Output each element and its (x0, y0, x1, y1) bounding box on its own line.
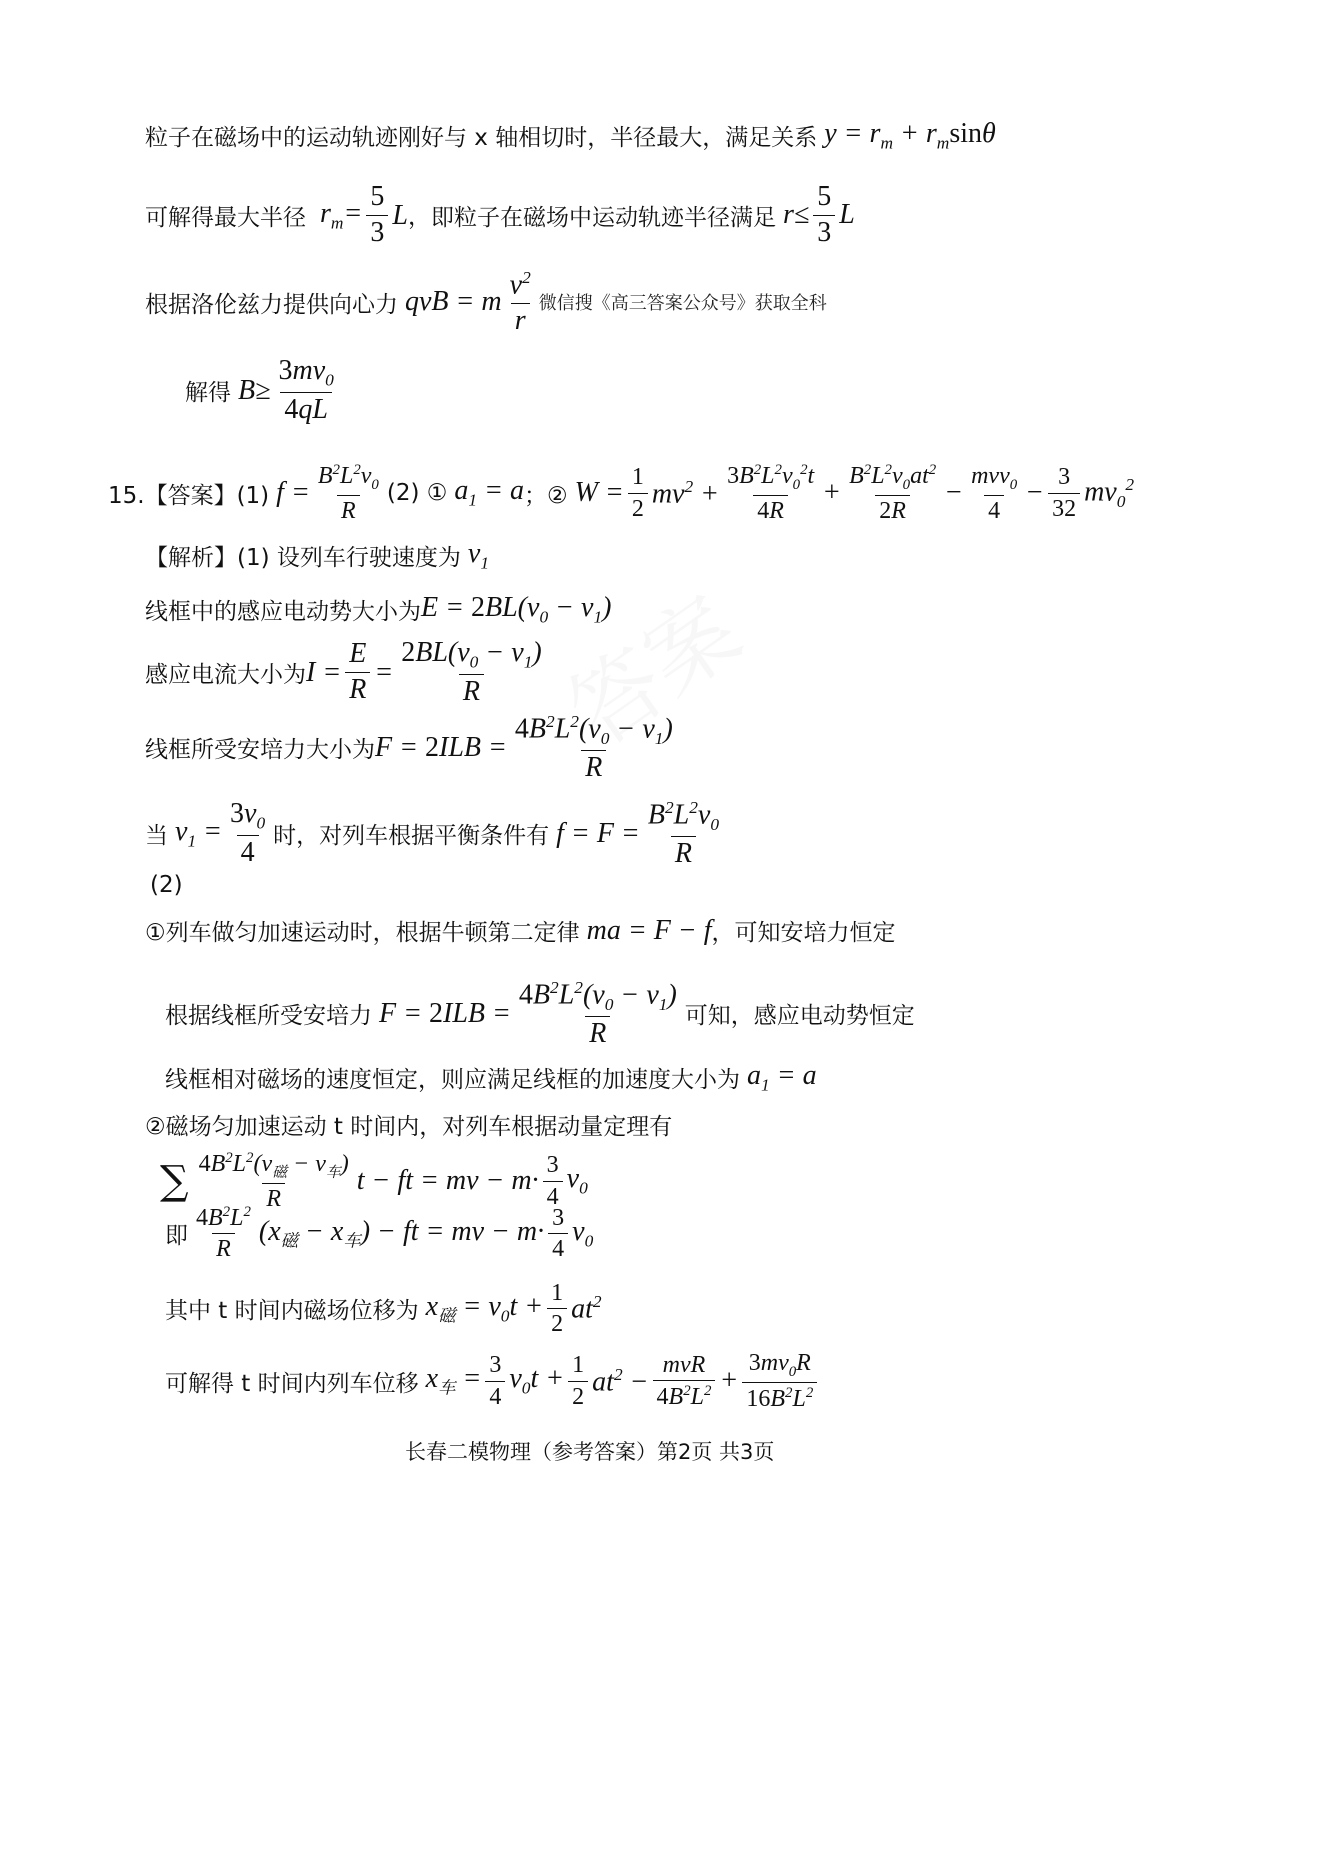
analysis-intro: 【解析】(1) 设列车行驶速度为 $v_1$ (145, 538, 490, 573)
eq-y: $y = r_m + r_m\sin\theta$ (817, 118, 996, 153)
line-accel: 线框相对磁场的速度恒定，则应满足线框的加速度大小为 $a_1 = a$ (165, 1060, 817, 1095)
line-train-displacement: 可解得 t 时间内列车位移 $x_车$ = $\frac{3}{4}$ $v_0t$ + $\frac{1}{2}$ $at^2$ − $\frac{\text{mvR}}{4B^2L^2}$ + $\frac{3mv_0R}{16B^2L^2}$ (165, 1350, 821, 1413)
wechat-note: 微信搜《高三答案公众号》获取全科 (538, 293, 827, 315)
page-footer: 长春二模物理（参考答案）第2页 共3页 (405, 1440, 775, 1464)
line-tangent: 粒子在磁场中的运动轨迹刚好与 x 轴相切时，半径最大，满足关系 $y = r_m + r_m\sin\theta$ (145, 118, 996, 153)
eq-displacement: 即 $\frac{4B^2L^2}{R}$ $(x_磁 - x_车)$ − ft = mv − m· $\frac{3}{4}$ $v_0$ (165, 1204, 594, 1263)
q15-answer: 15.【答案】(1) f = $\frac{B^2L^2v_0}{R}$ (2) ① $a_1 = a$ ；② W = $\frac{1}{2}$ $mv^2$ + $\frac{3B^2L^2v_0^2t}{4R}$ + $\frac{B^2L^2v_0at^2}{2R}$ − $\frac{mvv_0}{4}$ − $\frac{3}{32}$ $mv_0^2$ (108, 462, 1135, 525)
part-2: (2) (150, 872, 183, 898)
line-emf: 线框中的感应电动势大小为 $E = 2BL(v_0 - v_1)$ (145, 592, 612, 627)
line-force: 线框所受安培力大小为 F = 2ILB = $\frac{4B^2L^2(v_0 - v_1)}{R}$ (145, 712, 673, 784)
line-current: 感应电流大小为 I = $\frac{E}{R}$ = $\frac{2BL(v_0 - v_1)}{R}$ (145, 637, 542, 707)
line-max-radius: 可解得最大半径 $r_m=$ $\frac{5}{3}$ L， 即粒子在磁场中运动轨迹半径满足 r≤ $\frac{5}{3}$ L (145, 181, 855, 248)
line-lorentz: 根据洛伦兹力提供向心力 qvB = m $\frac{v^2}{r}$ 微信搜《高三答案公众号》获取全科 (145, 268, 827, 337)
line-field-displacement: 其中 t 时间内磁场位移为 $x_磁 = v_0t$ + $\frac{1}{2}$ $at^2$ (165, 1280, 602, 1338)
line-result-b: 解得 B≥ $\frac{3mv_0}{4qL}$ (185, 355, 334, 425)
line-impulse-intro: ②磁场匀加速运动 t 时间内，对列车根据动量定理有 (145, 1114, 673, 1140)
line-newton: ①列车做匀加速运动时，根据牛顿第二定律 ma = F − f ，可知安培力恒定 (145, 914, 896, 946)
line-equilibrium: 当 $v_1$ = $\frac{3v_0}{4}$ 时，对列车根据平衡条件有 f = F = $\frac{B^2L^2v_0}{R}$ (145, 798, 720, 870)
eq-sum: ∑ $\frac{4B^2L^2(v_磁 - v_车)}{R}$ t − ft = mv − m· $\frac{3}{4}$ $v_0$ (160, 1150, 588, 1213)
line-force-const: 根据线框所受安培力 F = 2ILB = $\frac{4B^2L^2(v_0 - v_1)}{R}$ 可知，感应电动势恒定 (165, 978, 915, 1050)
